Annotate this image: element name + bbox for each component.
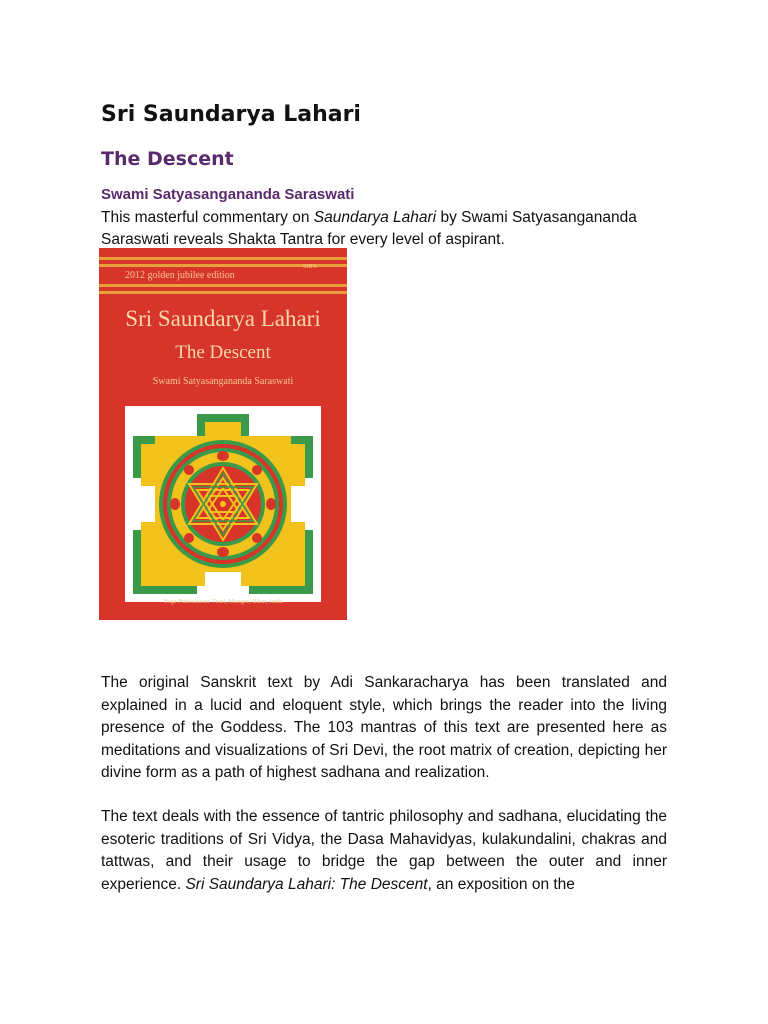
page-title: Sri Saundarya Lahari — [101, 102, 361, 127]
paragraph-text-2: , an exposition on the — [427, 875, 575, 893]
cover-band — [99, 291, 347, 294]
cover-band — [99, 257, 347, 260]
cover-band — [99, 284, 347, 287]
intro-text-2: by Swami Satyasangananda Saraswati reveals Shakta Tantra for every level of aspirant. — [101, 209, 637, 248]
book-cover-image — [99, 248, 347, 620]
intro-paragraph — [101, 207, 667, 251]
cover-author: Swami Satyasangananda Saraswati — [152, 376, 294, 387]
body-paragraph — [101, 806, 667, 896]
cover-subtitle: The Descent — [175, 342, 271, 363]
cover-badge: ISBN — [303, 264, 317, 270]
author-name: Swami Satyasangananda Saraswati — [101, 186, 355, 203]
page-subtitle: The Descent — [101, 148, 234, 170]
sri-yantra-illustration — [125, 406, 321, 602]
paragraph-italic-title: Sri Saundarya Lahari: The Descent — [185, 875, 428, 893]
intro-italic-title: Saundarya Lahari — [313, 209, 437, 226]
body-paragraph: The original Sanskrit text by Adi Sankaracharya has been translated and explained in a lucid and eloquent style, which brings the reader into the living presence of the Goddess. The 103 mantras of this text are presented here as meditations and visualizations of Sri Devi, the root matrix of creation, depicting her divine form as a path of highest sadhana and realization. — [101, 674, 667, 781]
paragraph-text-1: The text deals with the essence of tantric philosophy and sadhana, elucidating the esoteric traditions of Sri Vidya, the Dasa Mahavidyas, kulakundalini, chakras and tattwas, and their usage to bridge the gap between the outer and inner experience. — [101, 808, 667, 893]
cover-publisher: Yoga Publications Trust, Munger, Bihar, India — [163, 598, 283, 605]
intro-text-1: This masterful commentary on — [101, 209, 314, 226]
cover-title: Sri Saundarya Lahari — [125, 306, 321, 331]
cover-edition: 2012 golden jubilee edition — [125, 270, 235, 281]
